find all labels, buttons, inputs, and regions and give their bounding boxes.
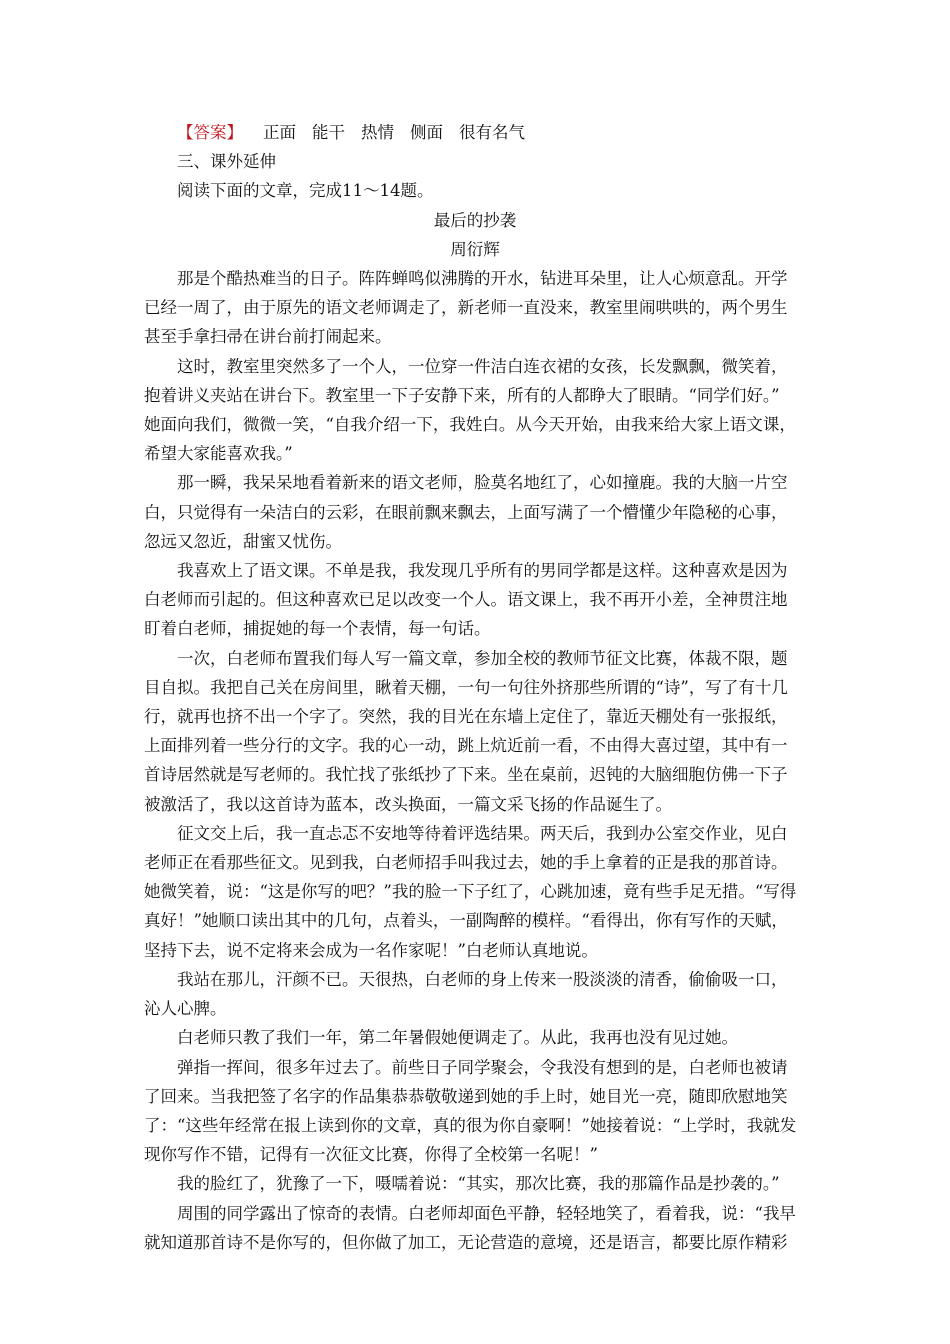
paragraph-line: 了：“这些年经常在报上读到你的文章，真的很为你自豪啊！”她接着说：“上学时，我就发 [144,1115,797,1135]
paragraph-line: 我站在那儿，汗颜不已。天很热，白老师的身上传来一股淡淡的清香，偷偷吸一口， [177,969,788,989]
article-paragraph [144,965,806,1023]
paragraph-line: 已经一周了，由于原先的语文老师调走了，新老师一直没来，教室里闹哄哄的，两个男生 [144,298,788,318]
article-paragraph [144,352,806,469]
article-title: 最后的抄袭 [433,210,517,230]
article-paragraph [144,1199,806,1257]
answer-item: 很有名气 [459,123,525,142]
answer-tag: 【答案】 [177,123,243,142]
article-body [144,264,806,1257]
paragraph-line: 了回来。当我把签了名字的作品集恭恭敬敬递到她的手上时，她目光一亮，随即欣慰地笑 [144,1086,788,1106]
article-paragraph [144,1053,806,1170]
paragraph-line: 她微笑着，说：“这是你写的吧？”我的脸一下子红了，心跳加速，竟有些手足无措。“写得 [144,882,797,902]
article-paragraph [144,556,806,644]
paragraph-line: 我喜欢上了语文课。不单是我，我发现几乎所有的男同学都是这样。这种喜欢是因为 [177,561,788,581]
answer-item: 侧面 [410,123,443,142]
paragraph-line: 上面排列着一些分行的文字。我的心一动，跳上炕近前一看，不由得大喜过望，其中有一 [144,736,788,756]
reading-instruction: 阅读下面的文章，完成11～14题。 [177,181,434,201]
answer-item: 热情 [361,123,394,142]
paragraph-line: 甚至手拿扫帚在讲台前打闹起来。 [144,327,392,347]
paragraph-line: 被激活了，我以这首诗为蓝本，改头换面，一篇文采飞扬的作品诞生了。 [144,794,672,814]
paragraph-line: 希望大家能喜欢我。” [144,444,293,464]
article-paragraph [144,1023,806,1052]
paragraph-line: 沁人心脾。 [144,999,227,1019]
article-paragraph [144,264,806,352]
paragraph-line: 就知道那首诗不是你写的，但你做了加工，无论营造的意境，还是语言，都要比原作精彩 [144,1232,788,1252]
article-paragraph [144,1169,806,1198]
paragraph-line: 行，就再也挤不出一个字了。突然，我的目光在东墙上定住了，靠近天棚处有一张报纸， [144,707,788,727]
paragraph-line: 目自拟。我把自己关在房间里，瞅着天棚，一句一句往外挤那些所谓的“诗”，写了有十几 [144,677,788,697]
paragraph-line: 她面向我们，微微一笑，“自我介绍一下，我姓白。从今天开始，由我来给大家上语文课， [144,415,796,435]
paragraph-line: 忽远又忽近，甜蜜又忧伤。 [144,531,342,551]
article-paragraph [144,468,806,556]
paragraph-line: 白老师只教了我们一年，第二年暑假她便调走了。从此，我再也没有见过她。 [177,1028,738,1048]
paragraph-line: 那是个酷热难当的日子。阵阵蝉鸣似沸腾的开水，钻进耳朵里，让人心烦意乱。开学 [177,269,788,289]
paragraph-line: 一次，白老师布置我们每人写一篇文章，参加全校的教师节征文比赛，体裁不限，题 [177,648,788,668]
paragraph-line: 白老师而引起的。但这种喜欢已足以改变一个人。语文课上，我不再开小差，全神贯注地 [144,590,788,610]
paragraph-line: 盯着白老师，捕捉她的每一个表情，每一句话。 [144,619,491,639]
paragraph-line: 抱着讲义夹站在讲台下。教室里一下子安静下来，所有的人都睁大了眼睛。“同学们好。” [144,385,780,405]
section-heading: 三、课外延伸 [177,152,276,172]
article-paragraph [144,644,806,819]
paragraph-line: 现你写作不错，记得有一次征文比赛，你得了全校第一名呢！” [144,1145,598,1165]
answer-item: 能干 [312,123,345,142]
paragraph-line: 那一瞬，我呆呆地看着新来的语文老师，脸莫名地红了，心如撞鹿。我的大脑一片空 [177,473,788,493]
paragraph-line: 周围的同学露出了惊奇的表情。白老师却面色平静，轻轻地笑了，看着我，说：“我早 [177,1203,796,1223]
paragraph-line: 首诗居然就是写老师的。我忙找了张纸抄了下来。坐在桌前，迟钝的大脑细胞仿佛一下子 [144,765,788,785]
article-author: 周衍辉 [450,239,500,259]
paragraph-line: 弹指一挥间，很多年过去了。前些日子同学聚会，令我没有想到的是，白老师也被请 [177,1057,788,1077]
answer-line [144,118,806,147]
paragraph-line: 真好！”她顺口读出其中的几句，点着头，一副陶醉的模样。“看得出，你有写作的天赋， [144,911,788,931]
document-content [144,118,806,1257]
paragraph-line: 征文交上后，我一直忐忑不安地等待着评选结果。两天后，我到办公室交作业，见白 [177,823,788,843]
paragraph-line: 我的脸红了，犹豫了一下，嗫嚅着说：“其实，那次比赛，我的那篇作品是抄袭的。” [177,1174,780,1194]
paragraph-line: 坚持下去，说不定将来会成为一名作家呢！”白老师认真地说。 [144,940,598,960]
paragraph-line: 老师正在看那些征文。见到我，白老师招手叫我过去，她的手上拿着的正是我的那首诗。 [144,853,788,873]
article-paragraph [144,819,806,965]
paragraph-line: 这时，教室里突然多了一个人，一位穿一件洁白连衣裙的女孩，长发飘飘，微笑着， [177,356,788,376]
answer-item: 正面 [263,123,296,142]
paragraph-line: 白，只觉得有一朵洁白的云彩，在眼前飘来飘去，上面写满了一个懵懂少年隐秘的心事， [144,502,788,522]
